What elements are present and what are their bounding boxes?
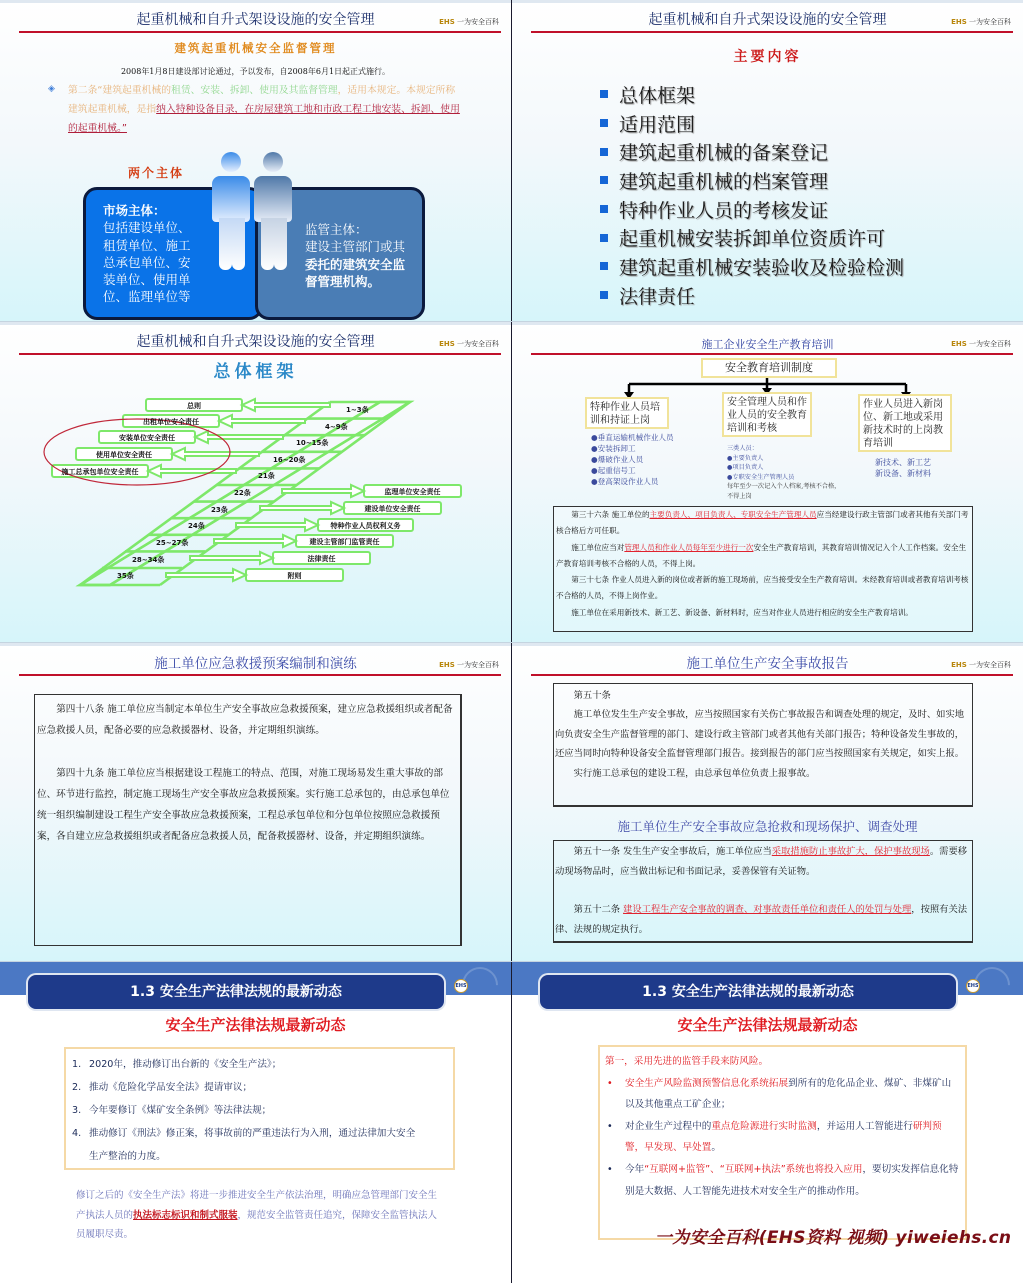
ehs-logo: EHS 一为安全百科 (951, 340, 1011, 348)
top-strip (0, 643, 511, 646)
article-label: 24条 (188, 522, 205, 530)
special-ops-list: ●垂直运输机械作业人员 ●安装拆卸工 ●爆破作业人员 ●起重信号工 ●登高架设作业人员 (591, 433, 674, 486)
slide-latest-laws-1 (0, 962, 511, 1283)
chapter-box: 附则 (287, 572, 302, 580)
contents-list (600, 80, 904, 310)
slide-emergency-plan (0, 643, 511, 961)
person-icon (254, 152, 292, 272)
square-bullet-icon (600, 205, 608, 213)
supervision-subject-text: 监管主体： 建设主管部门或其 委托的建筑安全监 督管理机构。 (305, 222, 406, 289)
slide-accident-report (512, 643, 1023, 961)
slide-latest-laws-2 (512, 962, 1023, 1283)
lead-line: 第一，采用先进的监管手段来防风险。 (605, 1056, 769, 1067)
branch-box-special-ops: 特种作业人员培训和持证上岗 (585, 397, 669, 429)
row-divider (0, 642, 1023, 643)
slide-education-training (512, 322, 1023, 642)
list-item: 3. 今年要修订《煤矿安全条例》等法律法规； (72, 1105, 272, 1116)
branch-box-new-post: 作业人员进入新岗位、新工地或采用新技术时的上岗教育培训 (858, 394, 952, 452)
law-updates-box (64, 1047, 455, 1170)
ehs-logo-icon: EHS (454, 979, 468, 993)
revision-note: 修订之后的《安全生产法》将进一步推进安全生产依法治理，明确应急管理部门安全生产执法人员的执法标志标识和制式服装，规范安全监管责任追究，保障安全监管执法人员履职尽责。 (76, 1190, 438, 1240)
title-rule (531, 674, 1013, 676)
chapter-box: 建设主管部门监管责任 (309, 538, 380, 546)
ehs-logo-icon: EHS (966, 979, 980, 993)
ehs-logo: EHS 一为安全百科 (439, 18, 499, 26)
article-label: 35条 (117, 572, 134, 580)
person-icon (212, 152, 250, 272)
contents-item: 特种作业人员的考核发证 (600, 195, 904, 224)
square-bullet-icon (600, 291, 608, 299)
bullet-icon: • (607, 1077, 613, 1089)
supervision-means-box (598, 1045, 967, 1240)
chapter-box: 施工总承包单位安全责任 (61, 468, 139, 476)
bullet-icon: • (607, 1163, 613, 1175)
row-divider (0, 961, 1023, 962)
slide-title: 施工单位应急救援预案编制和演练 (154, 656, 357, 672)
title-rule (531, 31, 1013, 33)
article-label: 22条 (234, 489, 251, 497)
chapter-box: 安装单位安全责任 (119, 434, 175, 442)
square-bullet-icon (600, 234, 608, 242)
article-51-52-box: 第五十一条 发生生产安全事故后，施工单位应当采取措施防止事故扩大，保护事故现场。需要移动现场物品时，应当做出标记和书面记录，妥善保管有关证物。 第五十二条 建设工程生产安全事故的调查、对事故责任单位和责任人的处罚与处理，按照有关法律、法规的规定执行。 (553, 840, 973, 943)
contents-item: 适用范围 (600, 109, 904, 138)
bullet-icon: • (607, 1120, 613, 1132)
contents-item: 建筑起重机械的备案登记 (600, 137, 904, 166)
slide-title: 施工企业安全生产教育培训 (701, 338, 834, 351)
section-subtitle: 施工单位生产安全事故应急抢救和现场保护、调查处理 (617, 819, 918, 834)
supervision-means-list (605, 1051, 960, 1202)
chapter-box: 总则 (187, 402, 201, 410)
market-subject-text: 市场主体： 包括建设单位、 租赁单位、施工 总承包单位、安 装单位、使用单 位、监理单位等 (103, 203, 191, 305)
contents-item: 建筑起重机械的档案管理 (600, 166, 904, 195)
chapter-box: 监理单位安全责任 (384, 488, 441, 496)
article-label: 25~27条 (156, 539, 189, 547)
square-bullet-icon (600, 148, 608, 156)
slide-subtitle: 安全生产法律法规最新动态 (677, 1016, 858, 1034)
chapter-box: 建设单位安全责任 (364, 505, 421, 513)
ehs-logo: EHS 一为安全百科 (439, 661, 499, 669)
article-2-text: 第二条“建筑起重机械的租赁、安装、拆卸、使用及其监督管理，适用本规定。本规定所称建筑起重机械，是指纳入特种设备目录，在房屋建筑工地和市政工程工地安装、拆卸、使用的起重机械。” (68, 85, 460, 134)
list-item: 1. 2020年，推动修订出台新的《安全生产法》； (72, 1059, 282, 1070)
root-box: 安全教育培训制度 (701, 358, 837, 378)
slide-subtitle: 主要内容 (733, 49, 802, 65)
law-updates-list (72, 1053, 447, 1168)
slide-title: 起重机械和自升式架设设施的安全管理 (136, 12, 375, 28)
slide-main-contents (512, 0, 1023, 321)
slide-subtitle: 建筑起重机械安全监督管理 (174, 41, 337, 55)
chapter-box: 出租单位安全责任 (143, 418, 199, 426)
square-bullet-icon (600, 262, 608, 270)
list-item: 4. 推动修订《刑法》修正案，将事故前的严重违法行为入刑，通过法律加大安全生产整治的力度。 (72, 1128, 416, 1162)
article-label: 21条 (258, 472, 275, 480)
contents-item: 起重机械安装拆卸单位资质许可 (600, 223, 904, 252)
list-item: • 安全生产风险监测预警信息化系统拓展到所有的危化品企业、煤矿、非煤矿山以及其他重点工矿企业； (605, 1073, 960, 1116)
slide-subtitle: 总体框架 (213, 362, 298, 382)
slide-crane-supervision (0, 0, 511, 321)
chapter-box: 使用单位安全责任 (96, 451, 152, 459)
article-label: 10~15条 (296, 439, 329, 447)
chapter-box: 法律责任 (307, 555, 336, 563)
square-bullet-icon (600, 119, 608, 127)
chapter-box: 特种作业人员权利义务 (330, 522, 401, 530)
top-strip (0, 0, 511, 3)
title-rule (19, 31, 501, 33)
square-bullet-icon (600, 90, 608, 98)
article-label: 1~3条 (346, 406, 369, 414)
slide-title: 起重机械和自升式架设设施的安全管理 (648, 12, 887, 28)
article-label: 4~9条 (325, 423, 348, 431)
slide-title: 起重机械和自升式架设设施的安全管理 (136, 334, 375, 350)
row-divider (0, 321, 1023, 322)
branch-box-managers: 安全管理人员和作业人员的安全教育培训和考核 (722, 392, 812, 437)
square-bullet-icon (600, 176, 608, 184)
section-header: 1.3 安全生产法律法规的最新动态 (28, 975, 444, 1009)
ehs-logo: EHS 一为安全百科 (951, 18, 1011, 26)
list-item: 2. 推动《危险化学品安全法》提请审议； (72, 1082, 253, 1093)
contents-item: 总体框架 (600, 80, 904, 109)
ehs-logo: EHS 一为安全百科 (439, 340, 499, 348)
two-subjects-label: 两个主体 (128, 166, 185, 180)
article-36-37-box: 第三十六条 施工单位的主要负责人、项目负责人、专职安全生产管理人员应当经建设行政主管部门或者其他有关部门考核合格后方可任职。 施工单位应当对管理人员和作业人员每年至少进行一次安全生产教育培训，其教育培训情况记入个人工作档案。安全生产教育培训考核不合格的人员，不得上岗。 第三十七条 作业人员进入新的岗位或者新的施工现场前，应当接受安全生产教育培训。未经教育培训或者教育培训考核不合格的人员，不得上岗作业。 施工单位在采用新技术、新工艺、新设备、新材料时，应当对作业人员进行相应的安全生产教育培训。 (553, 506, 973, 632)
framework-diagram (0, 322, 511, 642)
article-label: 16~20条 (273, 456, 306, 464)
list-item: • 今年“互联网+监管”、“互联网+执法”系统也将投入应用，要切实发挥信息化特别是大数据、人工智能先进技术对安全生产的推动作用。 (605, 1159, 960, 1202)
contents-item: 法律责任 (600, 281, 904, 310)
article-label: 28~34条 (132, 556, 165, 564)
managers-list: 三类人员： ●主要负责人 ●项目负责人 ●专职安全生产管理人员 每年至少一次记入个人档案,考核不合格，不得上岗 (727, 445, 841, 500)
contents-item: 建筑起重机械安装验收及检验检测 (600, 252, 904, 281)
watermark-text: 一为安全百科(EHS资料 视频) yiweiehs.cn (655, 1228, 1012, 1248)
diamond-bullet-icon: ◈ (48, 84, 55, 94)
date-line: 2008年1月8日建设部讨论通过，予以发布，自2008年6月1日起正式施行。 (120, 67, 391, 76)
slide-subtitle: 安全生产法律法规最新动态 (165, 1016, 346, 1034)
article-label: 23条 (211, 506, 228, 514)
article-50-box: 第五十条 施工单位发生生产安全事故，应当按照国家有关伤亡事故报告和调查处理的规定，及时、如实地向负责安全生产监督管理的部门、建设行政主管部门或者其他有关部门报告；特种设备发生事故的，还应当同时向特种设备安全监督管理部门报告。接到报告的部门应当按照国家有关规定，如实上报。 实行施工总承包的建设工程，由总承包单位负责上报事故。 (553, 683, 973, 807)
title-rule (19, 674, 501, 676)
top-strip (512, 0, 1023, 3)
ehs-logo: EHS 一为安全百科 (951, 661, 1011, 669)
section-header: 1.3 安全生产法律法规的最新动态 (540, 975, 956, 1009)
top-strip (512, 643, 1023, 646)
slide-title: 施工单位生产安全事故报告 (686, 656, 849, 672)
list-item: • 对企业生产过程中的重点危险源进行实时监测，并运用人工智能进行研判预警，早发现、早处置。 (605, 1116, 960, 1159)
new-tech-list: 新技术、新工艺 新设备、新材料 (875, 458, 931, 478)
article-48-49-box: 第四十八条 施工单位应当制定本单位生产安全事故应急救援预案，建立应急救援组织或者配备应急救援人员，配备必要的应急救援器材、设备，并定期组织演练。 第四十九条 施工单位应当根据建设工程施工的特点、范围，对施工现场易发生重大事故的部位、环节进行监控，制定施工现场生产安全事故应急救援预案。实行施工总承包的，由总承包单位统一组织编制建设工程生产安全事故应急救援预案，工程总承包单位和分包单位按照应急救援预案，各自建立应急救援组织或者配备应急救援人员，配备救援器材、设备，并定期组织演练。 (34, 694, 462, 946)
slide-framework (0, 322, 511, 642)
